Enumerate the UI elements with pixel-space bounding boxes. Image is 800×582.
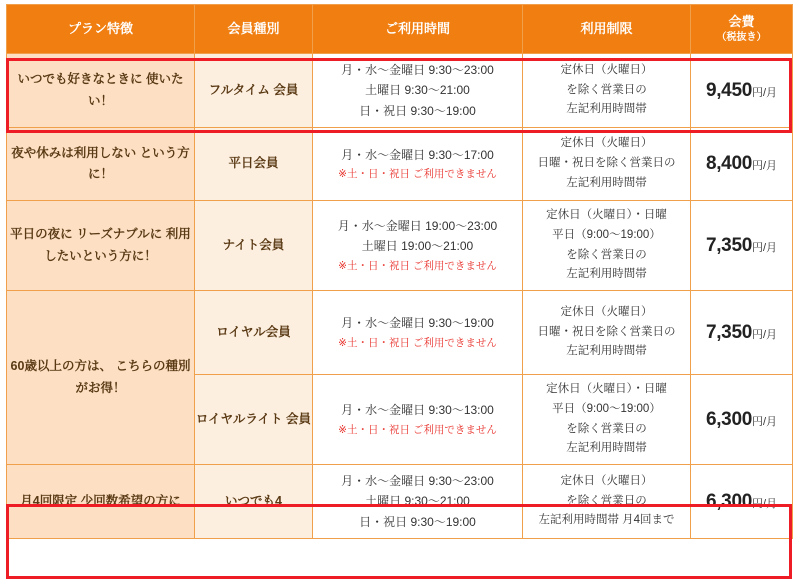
limit-line: を除く営業日の — [566, 494, 647, 507]
cell-limit — [523, 465, 691, 539]
header-label-limit: 利用制限 — [580, 21, 633, 37]
hours-note: ※土・日・祝日 ご利用できません — [338, 168, 497, 181]
limit-line: 定休日（火曜日） — [560, 63, 653, 76]
membership-plan-table — [6, 4, 793, 539]
header-cell-limit — [523, 5, 691, 54]
header-cell-hours — [313, 5, 523, 54]
type-line: ナイト会員 — [222, 237, 285, 252]
header-cell-fee — [691, 5, 793, 54]
cell-type — [195, 201, 313, 291]
limit-line: 左記利用時間帯 — [566, 176, 647, 189]
cell-hours — [313, 465, 523, 539]
feature-line: という方に！ — [87, 145, 190, 181]
cell-type — [195, 375, 313, 465]
hours-line: 月・水〜金曜日 9:30〜17:00 — [341, 147, 494, 162]
limit-line: 日曜・祝日を除く営業日の — [537, 325, 676, 338]
hours-line: 月・水〜金曜日 19:00〜23:00 — [337, 218, 498, 233]
header-sublabel-fee: （税抜き） — [716, 32, 767, 44]
limit-line: 定休日（火曜日）・日曜 — [546, 208, 667, 221]
fee-unit: 円/月 — [751, 241, 778, 254]
hours-note: ※土・日・祝日 ご利用できません — [338, 423, 497, 436]
table-header — [7, 5, 793, 54]
header-label-type: 会員種別 — [227, 21, 280, 37]
cell-fee — [691, 375, 793, 465]
cell-limit — [523, 291, 691, 375]
fee-unit: 円/月 — [751, 415, 778, 428]
cell-feature — [7, 54, 195, 128]
limit-line: 左記利用時間帯 — [566, 442, 647, 455]
fee-amount: 7,350 — [705, 234, 752, 256]
cell-limit — [523, 375, 691, 465]
hours-line: 土曜日 9:30〜21:00 — [365, 83, 470, 98]
hours-note: ※土・日・祝日 ご利用できません — [338, 336, 497, 349]
header-label-feature: プラン特徴 — [67, 21, 133, 37]
hours-line: 月・水〜金曜日 9:30〜13:00 — [341, 403, 494, 418]
feature-line: 月4回限定 — [20, 493, 78, 508]
limit-line: 定休日（火曜日） — [560, 137, 653, 150]
limit-line: 平日（9:00〜19:00） — [552, 402, 661, 415]
limit-line: 左記利用時間帯 — [566, 268, 647, 281]
feature-line: 夜や休みは利用しない — [11, 145, 137, 160]
type-line: ロイヤル会員 — [216, 324, 291, 339]
header-label-fee: 会費 — [728, 14, 755, 30]
cell-limit — [523, 201, 691, 291]
limit-line: を除く営業日の — [566, 422, 647, 435]
cell-hours — [313, 375, 523, 465]
feature-line: 少回数希望の方に — [80, 493, 181, 508]
hours-line: 日・祝日 9:30〜19:00 — [359, 514, 476, 529]
cell-fee — [691, 128, 793, 201]
header-row — [7, 5, 793, 54]
header-label-hours: ご利用時間 — [384, 21, 450, 37]
feature-line: 平日の夜に — [10, 227, 73, 242]
table-row — [7, 128, 793, 201]
cell-fee — [691, 54, 793, 128]
cell-limit — [523, 128, 691, 201]
feature-line: いつでも好きなときに — [17, 72, 143, 87]
type-line: 会員 — [273, 82, 299, 97]
table-row — [7, 54, 793, 128]
type-line: 会員 — [286, 411, 312, 426]
limit-line: を除く営業日の — [566, 248, 647, 261]
fee-amount: 6,300 — [705, 490, 752, 512]
feature-line: 60歳以上の方は、 — [10, 359, 112, 374]
hours-line: 土曜日 9:30〜21:00 — [365, 494, 470, 509]
cell-type — [195, 465, 313, 539]
type-line: いつでも4 — [225, 493, 282, 508]
limit-line: を除く営業日の — [566, 83, 647, 96]
hours-note: ※土・日・祝日 ご利用できません — [338, 260, 497, 273]
cell-fee — [691, 465, 793, 539]
cell-type — [195, 54, 313, 128]
cell-hours — [313, 54, 523, 128]
cell-feature — [7, 291, 195, 465]
cell-fee — [691, 201, 793, 291]
type-line: フルタイム — [208, 82, 270, 97]
feature-line: リーズナブルに — [76, 227, 163, 242]
fee-unit: 円/月 — [751, 497, 778, 510]
hours-line: 月・水〜金曜日 9:30〜23:00 — [341, 62, 494, 77]
header-cell-type — [195, 5, 313, 54]
cell-hours — [313, 128, 523, 201]
limit-line: 平日（9:00〜19:00） — [552, 228, 661, 241]
fee-amount: 8,400 — [705, 153, 752, 174]
limit-line: 定休日（火曜日）・日曜 — [546, 382, 667, 395]
limit-line: 左記利用時間帯 — [566, 345, 647, 358]
table-row — [7, 465, 793, 539]
table-body — [7, 54, 793, 539]
cell-limit — [523, 54, 691, 128]
cell-type — [195, 291, 313, 375]
feature-line: 利用したいという方に！ — [44, 227, 191, 263]
limit-line: 日曜・祝日を除く営業日の — [537, 157, 676, 170]
hours-line: 月・水〜金曜日 9:30〜19:00 — [341, 316, 494, 331]
limit-line: 定休日（火曜日） — [560, 305, 653, 318]
cell-hours — [313, 291, 523, 375]
cell-type — [195, 128, 313, 201]
header-cell-feature — [7, 5, 195, 54]
limit-line: 左記利用時間帯 — [566, 103, 647, 116]
hours-line: 日・祝日 9:30〜19:00 — [359, 103, 476, 118]
cell-hours — [313, 201, 523, 291]
fee-unit: 円/月 — [751, 86, 778, 99]
cell-feature — [7, 128, 195, 201]
limit-line: 定休日（火曜日） — [560, 474, 653, 487]
fee-unit: 円/月 — [751, 328, 778, 341]
limit-line: 左記利用時間帯 月4回まで — [538, 514, 675, 527]
table-row — [7, 201, 793, 291]
type-line: ロイヤルライト — [195, 411, 283, 426]
feature-line: 使いたい！ — [87, 72, 184, 108]
hours-line: 土曜日 19:00〜21:00 — [361, 239, 474, 254]
cell-feature — [7, 201, 195, 291]
cell-fee — [691, 291, 793, 375]
pricing-table-wrapper — [0, 4, 800, 582]
feature-line: こちらの種別がお得！ — [75, 359, 191, 395]
table-row — [7, 291, 793, 375]
hours-line: 月・水〜金曜日 9:30〜23:00 — [341, 473, 494, 488]
type-line: 平日会員 — [228, 156, 279, 171]
fee-unit: 円/月 — [751, 160, 778, 172]
cell-feature — [7, 465, 195, 539]
fee-amount: 6,300 — [705, 408, 752, 430]
fee-amount: 9,450 — [705, 79, 752, 101]
fee-amount: 7,350 — [705, 321, 752, 343]
